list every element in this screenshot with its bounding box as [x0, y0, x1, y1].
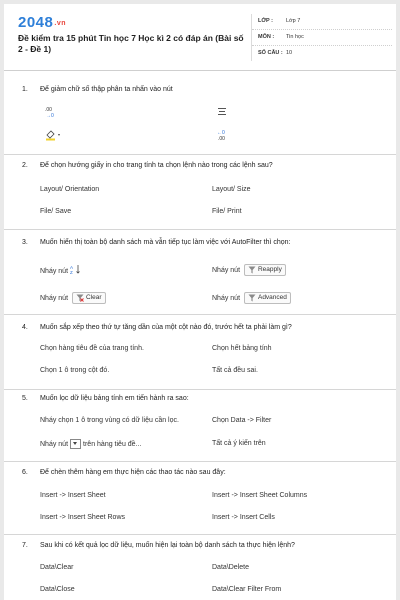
filter-icon: [248, 266, 256, 274]
answer-option-b[interactable]: Data\Delete: [212, 564, 249, 571]
clear-button: Clear: [72, 292, 106, 304]
page-title: Đề kiểm tra 15 phút Tin học 7 Học kì 2 có đáp án (Bài số 2 - Đề 1): [18, 33, 244, 54]
svg-text:.00: .00: [45, 107, 52, 113]
question-text: 4. Muốn sắp xếp theo thứ tự tăng dần của một cột nào đó, trước hết ta phải làm gì?: [22, 324, 292, 331]
answer-option-a[interactable]: Layout/ Orientation: [40, 186, 100, 193]
answer-option-c[interactable]: Chọn 1 ô trong cột đó.: [40, 367, 110, 374]
answer-option-a[interactable]: Insert -> Insert Sheet: [40, 492, 106, 499]
fill-color-icon[interactable]: [44, 129, 62, 145]
svg-text:←0: ←0: [217, 130, 225, 136]
answer-option-c[interactable]: Nháy nút trên hàng tiêu đề...: [40, 440, 142, 448]
answer-option-a[interactable]: Nháy chọn 1 ô trong vùng có dữ liệu cần lọc.: [40, 417, 179, 424]
question-text: 7. Sau khi có kết quả lọc dữ liệu, muốn hiện lại toàn bộ danh sách ta thực hiện lệnh?: [22, 542, 295, 549]
answer-option-d[interactable]: Insert -> Insert Cells: [212, 514, 275, 521]
answer-option-d[interactable]: Tất cả ý kiến trên: [212, 440, 266, 447]
align-icon[interactable]: [216, 106, 228, 122]
svg-text:→0: →0: [46, 113, 54, 118]
svg-text:A: A: [69, 265, 73, 270]
decrease-decimal-icon[interactable]: [44, 106, 56, 122]
advanced-button: Advanced: [244, 292, 291, 304]
question-6: [4, 461, 396, 535]
question-3: [4, 229, 396, 315]
sort-icon: [70, 264, 82, 278]
answer-option-b[interactable]: Insert -> Insert Sheet Columns: [212, 492, 308, 499]
svg-text:.00: .00: [218, 136, 225, 141]
answer-option-d[interactable]: Nháy nút Advanced: [212, 292, 291, 304]
answer-option-b[interactable]: Chọn hết bảng tính: [212, 345, 272, 352]
reapply-button: Reapply: [244, 264, 286, 276]
dropdown-arrow-icon: [70, 439, 81, 449]
info-row-subject: MÔN : Tin học: [252, 30, 392, 46]
info-row-count: SỐ CÂU : 10: [258, 50, 293, 56]
answer-option-c[interactable]: Insert -> Insert Sheet Rows: [40, 514, 126, 521]
answer-option-d[interactable]: Tất cả đều sai.: [212, 367, 258, 374]
advanced-filter-icon: [248, 294, 256, 302]
question-text: 5. Muốn lọc dữ liệu bảng tính em tiến hành ra sao:: [22, 395, 189, 402]
answer-option-b[interactable]: Chọn Data -> Filter: [212, 417, 272, 424]
question-5: [4, 389, 396, 462]
question-4: [4, 314, 396, 390]
answer-option-a[interactable]: Chọn hàng tiêu đề của trang tính.: [40, 345, 144, 352]
document-page: [4, 4, 396, 600]
answer-option-c[interactable]: Nháy nút Clear: [40, 292, 106, 304]
question-7: [4, 534, 396, 600]
site-logo[interactable]: 2048.vn: [18, 14, 66, 31]
answer-option-d[interactable]: Data\Clear Filter From: [212, 586, 282, 593]
answer-option-b[interactable]: Nháy nút Reapply: [212, 264, 286, 276]
question-text: 2. Để chọn hướng giấy in cho trang tính ta chọn lệnh nào trong các lệnh sau?: [22, 162, 273, 169]
info-row-class: LỚP : Lớp 7: [252, 14, 392, 30]
answer-option-c[interactable]: File/ Save: [40, 208, 72, 215]
clear-filter-icon: [76, 294, 84, 302]
answer-option-c[interactable]: Data\Close: [40, 586, 75, 593]
answer-option-b[interactable]: Layout/ Size: [212, 186, 251, 193]
question-1: [4, 79, 396, 155]
info-table: [251, 14, 392, 61]
svg-text:Z: Z: [69, 270, 73, 274]
header: [4, 4, 396, 71]
answer-option-a[interactable]: Nháy nút A Z: [40, 264, 82, 278]
increase-decimal-icon[interactable]: [216, 129, 228, 145]
question-text: 3. Muốn hiển thị toàn bộ danh sách mà vẫn tiếp tục làm việc với AutoFilter thì chọn:: [22, 239, 291, 246]
answer-option-d[interactable]: File/ Print: [212, 208, 242, 215]
question-2: [4, 154, 396, 230]
question-text: 6. Để chèn thêm hàng em thực hiện các thao tác nào sau đây:: [22, 469, 226, 476]
question-text: 1. Để giảm chữ số thập phân ta nhấn vào nút: [22, 86, 173, 93]
answer-option-a[interactable]: Data\Clear: [40, 564, 74, 571]
